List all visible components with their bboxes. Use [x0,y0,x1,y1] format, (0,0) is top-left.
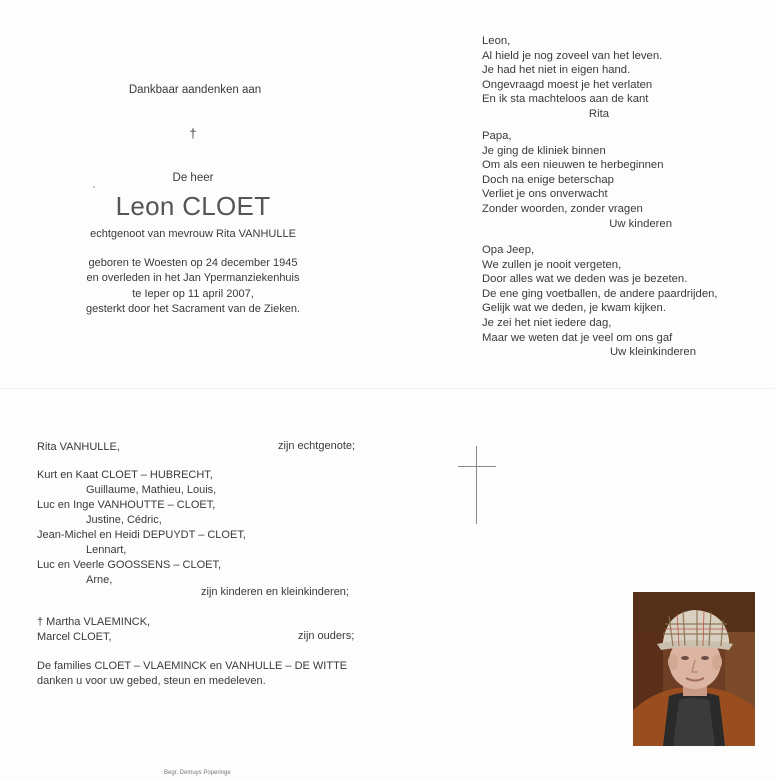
poem-line: Je had het niet in eigen hand. [482,64,631,77]
poem-line: Papa, [482,130,512,142]
poem-children [482,129,742,231]
poem-line: Om als een nieuwen te herbeginnen [482,159,664,172]
child-entry: Kurt en Kaat CLOET – HUBRECHT, [37,469,213,481]
bio-line: te Ieper op 11 april 2007, [132,287,254,300]
intro-text: Dankbaar aandenken aan [128,84,262,96]
grandchildren-entry: Guillaume, Mathieu, Louis, [86,484,217,496]
child-entry: Jean-Michel en Heidi DEPUYDT – CLOET, [37,529,246,541]
closing-line: De families CLOET – VLAEMINCK en VANHULLE – DE WITTE [37,660,348,672]
poem-line: Maar we weten dat je veel om ons gaf [482,331,673,344]
poem-line: Opa Jeep, [482,244,535,256]
grandchildren-entry: Justine, Cédric, [86,514,162,526]
poem-grandchildren [482,243,742,360]
poem-line: De ene ging voetballen, de andere paardrijden, [482,287,718,300]
bio-block [40,256,346,318]
grandchildren-entry: Lennart, [86,544,127,556]
poem-line: Zonder woorden, zonder vragen [482,202,643,215]
poem-rita [482,34,742,122]
large-cross-icon [476,446,477,524]
fold-line [0,388,775,389]
spouse-relation: zijn echtgenote; [278,440,356,452]
grandchildren-entry: Arne, [86,574,113,586]
bio-line: gesterkt door het Sacrament van de Zieken. [85,303,300,316]
printer-credit: Begr. Demuys Poperinge [164,770,231,776]
poem-line: Doch na enige beterschap [482,173,614,186]
parent-entry: Marcel CLOET, [37,631,112,643]
poem-signature: Uw kinderen [609,217,672,230]
bio-line: geboren te Woesten op 24 december 1945 [88,257,298,269]
child-entry: Luc en Inge VANHOUTTE – CLOET, [37,499,216,511]
parent-entry: † Martha VLAEMINCK, [37,616,151,628]
poem-line: We zullen je nooit vergeten, [482,258,622,271]
portrait-photo-icon [633,592,755,746]
parents-relation: zijn ouders; [298,630,355,642]
poem-signature: Uw kleinkinderen [609,346,696,359]
poem-line: Je zei het niet iedere dag, [482,316,612,329]
poem-signature: Rita [588,107,609,120]
print-speck [93,186,95,188]
closing-line: danken u voor uw gebed, steun en medeleven. [37,675,266,687]
child-entry: Luc en Veerle GOOSSENS – CLOET, [37,559,222,571]
poem-line: Je ging de kliniek binnen [482,144,606,157]
portrait-photo [633,592,755,746]
spouse-line: echtgenoot van mevrouw Rita VANHULLE [90,228,296,240]
poem-line: Door alles wat we deden was je bezeten. [482,273,688,286]
poem-line: Al hield je nog zoveel van het leven. [482,49,663,62]
bio-line: en overleden in het Jan Ypermanziekenhuis [86,272,300,285]
poem-line: Ongevraagd moest je het verlaten [482,78,653,91]
small-cross-icon: † [189,126,197,141]
spouse-name: Rita VANHULLE, [37,441,120,453]
poem-line: Gelijk wat we deden, je kwam kijken. [482,302,666,315]
large-cross-bar [458,466,496,467]
poem-line: En ik sta machteloos aan de kant [482,93,649,106]
children-relation: zijn kinderen en kleinkinderen; [201,586,349,598]
deceased-name: Leon CLOET [115,191,271,221]
poem-line: Leon, [482,35,511,47]
title-prefix: De heer [172,172,214,184]
poem-line: Verliet je ons onverwacht [482,188,608,201]
